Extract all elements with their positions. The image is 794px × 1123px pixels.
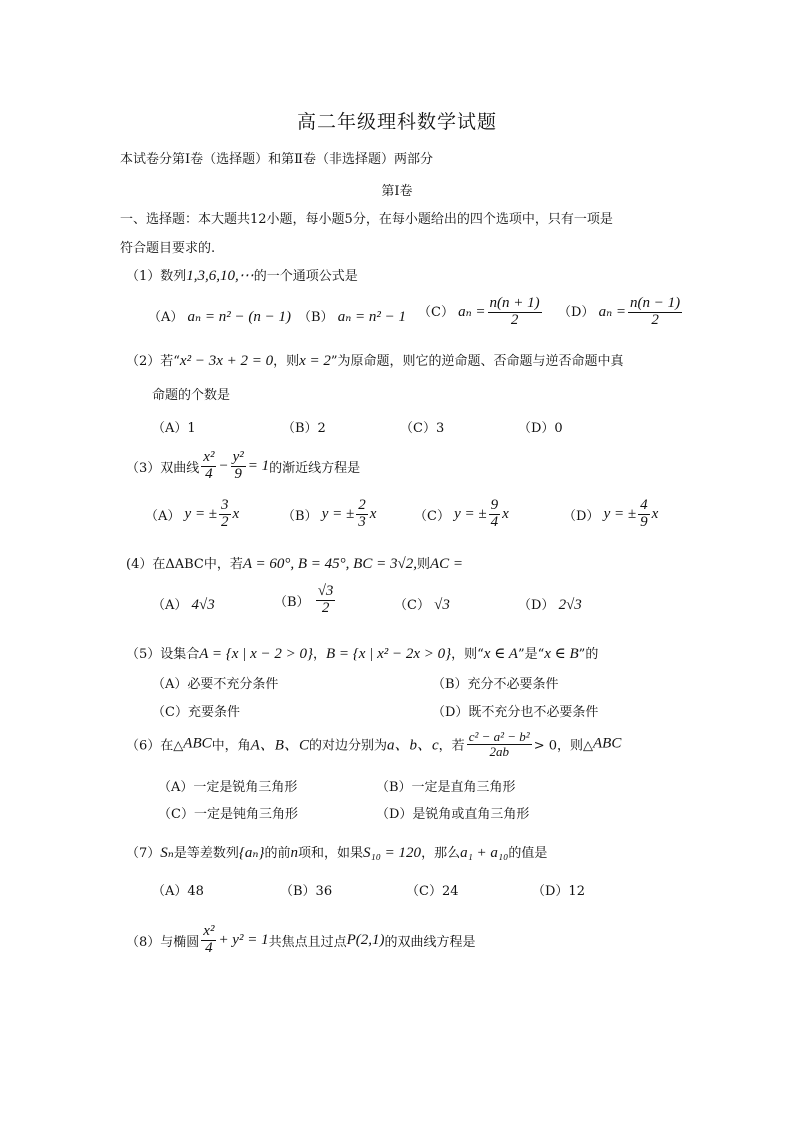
instructions-line1: 一、选择题：本大题共12小题，每小题5分，在每小题给出的四个选项中，只有一项是 <box>120 212 613 227</box>
q1-option-a: （A） aₙ = n² − (n − 1) <box>148 309 291 325</box>
q7-sum-value: S₁₀ = 120 <box>363 845 422 861</box>
q6-option-b: （B）一定是直角三角形 <box>376 780 516 795</box>
q2-option-b: （B）2 <box>282 421 326 436</box>
q5-option-c: （C）充要条件 <box>152 705 240 720</box>
q4-b-fraction: $\frac{√3}{2}$ <box>317 583 334 616</box>
question-4-stem: (4）在ΔABC中，若A = 60°, B = 45°, BC = 3√2,则AC = <box>126 556 464 572</box>
q4-option-b: （B） $\frac{√3}{2}$ <box>274 583 334 616</box>
q4-ask: AC = <box>429 556 464 572</box>
q4-option-d: （D） 2√3 <box>518 597 582 613</box>
q1-option-c: （C） aₙ = $\frac{n(n + 1)}{2}$ <box>418 295 540 328</box>
q1-a-expr: aₙ = n² − (n − 1) <box>187 309 291 325</box>
instructions-line2: 符合题目要求的. <box>120 241 216 256</box>
question-7-stem: （7）Sₙ是等差数列{aₙ}的前n项和，如果S₁₀ = 120，那么a₁ + a₁₀的值是 <box>126 845 548 861</box>
q2-stem-line2: 命题的个数是 <box>152 388 231 403</box>
intro-text: 本试卷分第Ⅰ卷（选择题）和第Ⅱ卷（非选择题）两部分 <box>120 152 433 167</box>
q6-option-a: （A）一定是锐角三角形 <box>158 780 298 795</box>
q5-option-d: （D）既不充分也不必要条件 <box>432 705 599 720</box>
q1-c-fraction: $\frac{n(n + 1)}{2}$ <box>489 295 540 328</box>
q3-b-fraction: $\frac{2}{3}$ <box>358 497 366 530</box>
q3-option-c: （C） y = ± $\frac{9}{4}$ x <box>414 497 509 530</box>
q3-option-d: （D） y = ± $\frac{4}{9}$ x <box>563 497 659 530</box>
question-5-stem: （5）设集合A = {x | x − 2 > 0}，B = {x | x² − 2x > 0}，则“x ∈ A”是“x ∈ B”的 <box>126 646 599 662</box>
question-3-stem: （3）双曲线 $\frac{\text{x²}}{4}$ − $\frac{\text{y²}}{9}$ = 1的渐近线方程是 <box>126 449 361 482</box>
q6-fraction: $\frac{\text{c² − a² − b²}}{2ab}$ <box>468 729 530 759</box>
q1-option-b: （B） aₙ = n² − 1 <box>298 309 407 325</box>
question-8-stem: （8）与椭圆 $\frac{\text{x²}}{4}$ + y² = 1共焦点且过点P(2,1)的双曲线方程是 <box>126 923 476 956</box>
q3-option-a: （A） y = ± $\frac{3}{2}$ x <box>145 497 240 530</box>
q1-stem-text: 的一个通项公式是 <box>253 269 358 284</box>
q1-option-d: （D） aₙ = $\frac{n(n - 1)}{2}$ <box>558 295 681 328</box>
q4-given: A = 60°, B = 45°, BC = 3√2, <box>242 556 417 572</box>
q3-d-fraction: $\frac{4}{9}$ <box>640 497 648 530</box>
q2-option-a: （A）1 <box>152 421 196 436</box>
q6-option-d: （D）是锐角或直角三角形 <box>376 807 530 822</box>
q7-option-c: （C）24 <box>406 884 459 899</box>
q1-b-expr: aₙ = n² − 1 <box>337 309 407 325</box>
q2-root: x = 2 <box>299 353 331 369</box>
q3-fraction-y: $\frac{\text{y²}}{9}$ <box>232 449 244 482</box>
q4-option-a: （A） 4√3 <box>152 597 215 613</box>
q8-fraction: $\frac{\text{x²}}{4}$ <box>203 923 215 956</box>
q7-option-a: （A）48 <box>152 884 204 899</box>
q7-option-d: （D）12 <box>532 884 585 899</box>
q2-option-c: （C）3 <box>400 421 445 436</box>
q5-option-b: （B）充分不必要条件 <box>432 677 559 692</box>
q2-option-d: （D）0 <box>518 421 563 436</box>
q7-option-b: （B）36 <box>280 884 333 899</box>
q2-equation: x² − 3x + 2 = 0 <box>179 353 274 369</box>
q6-option-c: （C）一定是钝角三角形 <box>158 807 298 822</box>
q3-option-b: （B） y = ± $\frac{2}{3}$ x <box>282 497 377 530</box>
question-2-stem: （2）若“x² − 3x + 2 = 0，则x = 2”为原命题，则它的逆命题、否命题与逆否命题中真 <box>126 353 624 369</box>
question-1-stem <box>126 265 358 285</box>
q3-c-fraction: $\frac{9}{4}$ <box>490 497 499 530</box>
q1-sequence: 1,3,6,10,⋯ <box>186 268 254 284</box>
page-title: 高二年级理科数学试题 <box>296 111 497 133</box>
q5-set-a: A = {x | x − 2 > 0} <box>199 646 313 662</box>
q4-option-c: （C） √3 <box>394 597 450 613</box>
q1-label: （1）数列 <box>126 269 187 284</box>
q1-d-fraction: $\frac{n(n - 1)}{2}$ <box>630 295 681 328</box>
q5-option-a: （A）必要不充分条件 <box>152 677 279 692</box>
section-heading: 第Ⅰ卷 <box>381 184 413 199</box>
q3-fraction-x: $\frac{\text{x²}}{4}$ <box>203 449 215 482</box>
question-6-stem: （6）在△ABC中，角A、B、C的对边分别为a、b、c，若 $\frac{\text{c² − a² − b²}}{2ab}$ > 0，则△ABC <box>126 729 622 759</box>
q5-set-b: B = {x | x² − 2x > 0} <box>326 646 452 662</box>
q3-a-fraction: $\frac{3}{2}$ <box>221 497 229 530</box>
